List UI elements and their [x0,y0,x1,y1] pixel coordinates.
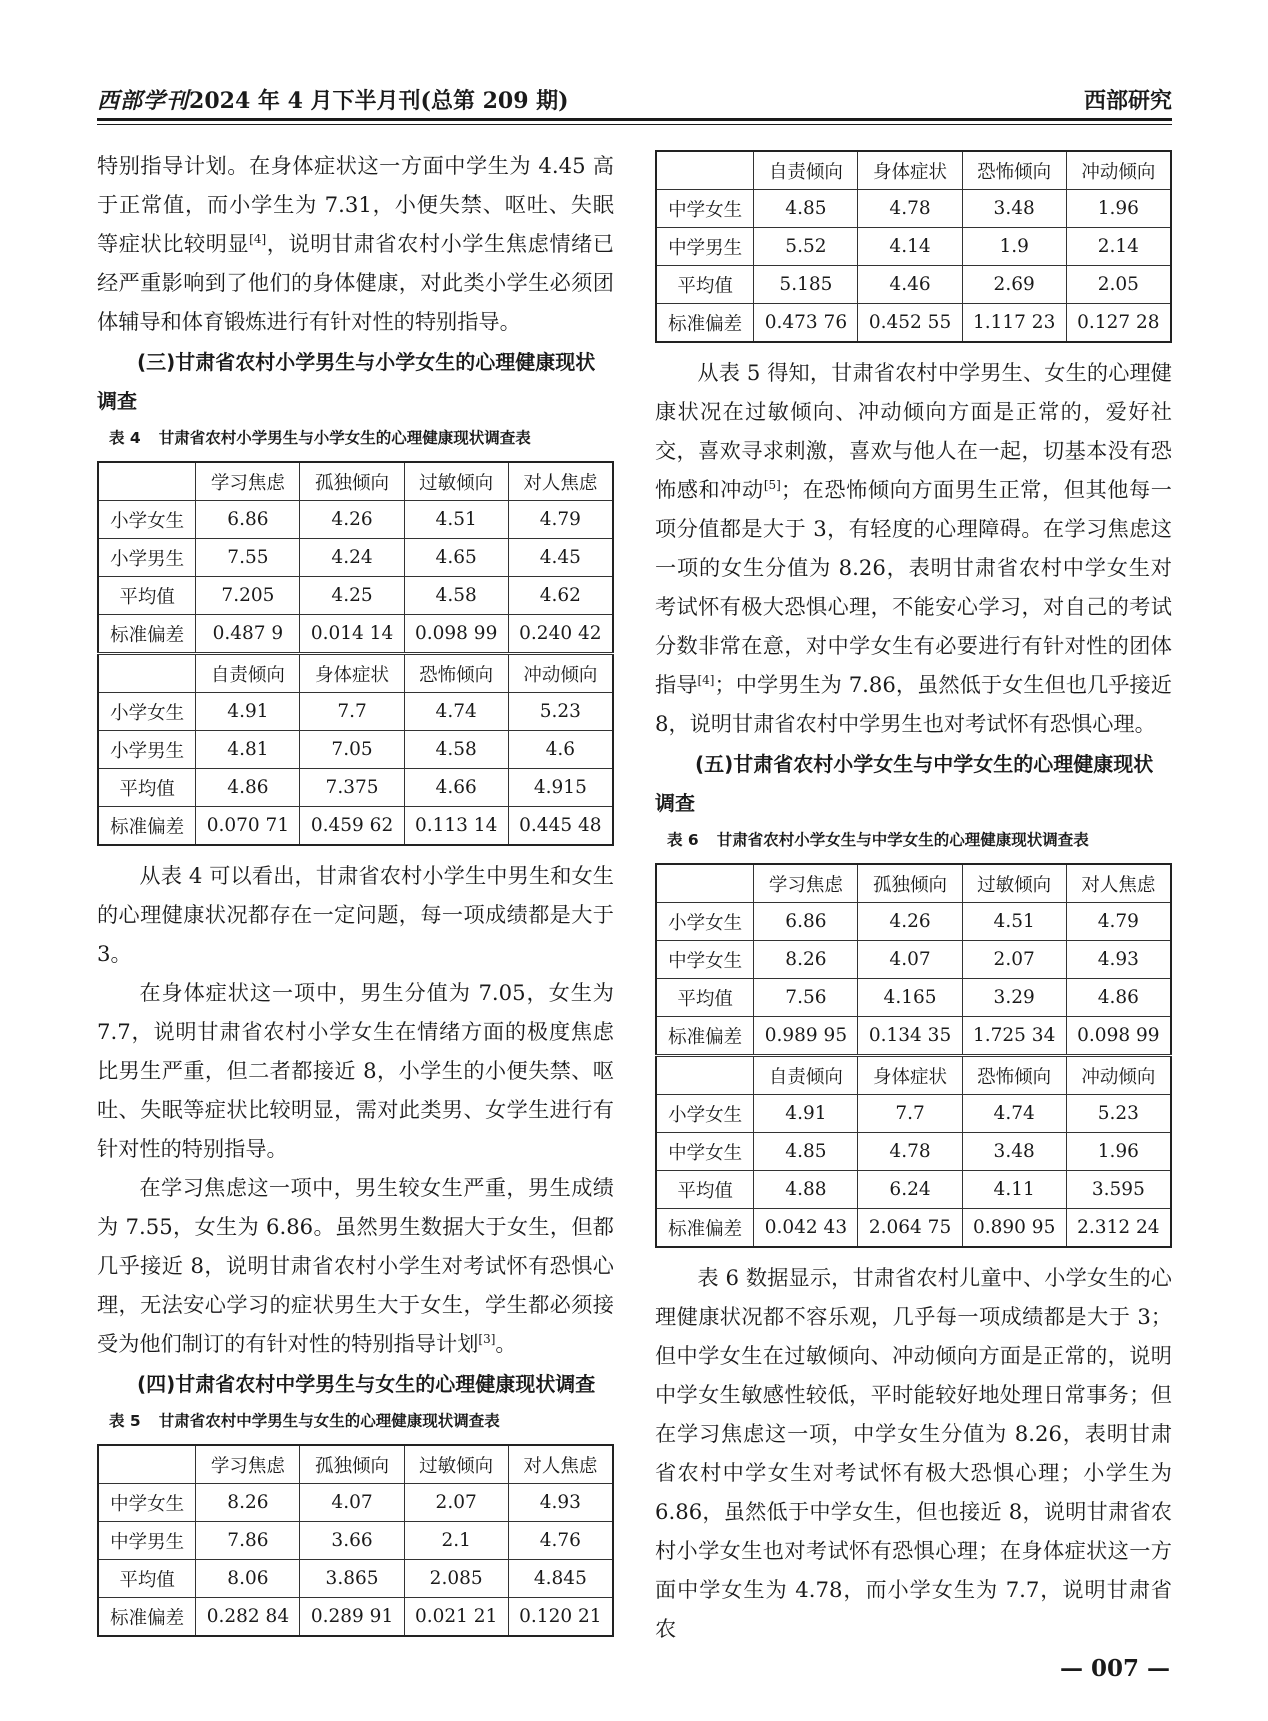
section-heading-4: (四)甘肃省农村中学男生与女生的心理健康现状调查 [137,1372,596,1396]
table-cell [656,151,754,190]
table-cell: 0.459 62 [300,807,404,846]
table-cell: 4.74 [962,1095,1066,1133]
text: ，说明甘肃省农村小学生焦虑情绪已经严重影响到了他们的身体健康，对此类小学生必须团体辅导和体育锻炼进行有针对性的特别指导。 [97,231,614,334]
table-cell: 0.014 14 [300,615,404,654]
table-cell: 2.07 [962,941,1066,979]
section-name: 西部研究 [1083,89,1172,114]
table-cell: 中学男生 [656,228,754,266]
table-cell: 6.24 [858,1171,962,1209]
table-cell: 2.14 [1066,228,1171,266]
paragraph [97,1168,614,1363]
table-header-row [98,1445,613,1484]
table-cell: 4.85 [754,190,858,228]
table-row [98,539,613,577]
table-cell: 4.76 [508,1522,613,1560]
table-cell: 4.58 [404,731,508,769]
table-cell: 4.65 [404,539,508,577]
table-row [98,693,613,731]
table-cell: 标准偏差 [98,615,196,654]
table-row [656,266,1171,304]
table-cell: 中学女生 [98,1484,196,1522]
table-row [656,979,1171,1017]
table-cell: 4.79 [1066,903,1171,941]
table-cell: 对人焦虑 [508,462,613,501]
table-cell: 0.289 91 [300,1598,404,1637]
page-header [97,84,1172,122]
table-cell: 5.52 [754,228,858,266]
table-row [98,1560,613,1598]
table-cell: 4.93 [508,1484,613,1522]
table-cell: 身体症状 [858,151,962,190]
table-row [98,769,613,807]
paragraph: 从表 4 可以看出，甘肃省农村小学生中男生和女生的心理健康状况都存在一定问题，每一项成绩都是大于 3。 [97,863,614,966]
table-cell: 2.064 75 [858,1209,962,1248]
table-cell: 7.86 [196,1522,300,1560]
table-cell: 标准偏差 [656,1017,754,1056]
table-cell: 恐怖倾向 [962,1056,1066,1095]
table-cell: 小学男生 [98,731,196,769]
table-cell: 0.989 95 [754,1017,858,1056]
table-cell: 0.445 48 [508,807,613,846]
table-row [656,228,1171,266]
text: 从表 5 得知，甘肃省农村中学男生、女生的心理健康状况在过敏倾向、冲动倾向方面是正常的，爱好社交，喜欢寻求刺激，喜欢与他人在一起，切基本没有恐怖感和冲动 [655,360,1172,502]
table-cell: 7.7 [300,693,404,731]
section-heading-3: (三)甘肃省农村小学男生与小学女生的心理健康现状调查 [97,350,596,413]
table-cell: 0.134 35 [858,1017,962,1056]
table-row [98,807,613,846]
table-cell: 身体症状 [300,654,404,693]
table-cell: 1.117 23 [962,304,1066,343]
table-row [656,941,1171,979]
table-cell: 0.240 42 [508,615,613,654]
table-cell: 4.86 [1066,979,1171,1017]
table-cell: 4.14 [858,228,962,266]
table-cell: 中学女生 [656,941,754,979]
table-cell: 学习焦虑 [196,462,300,501]
table-cell: 7.05 [300,731,404,769]
table-cell: 4.26 [300,501,404,539]
table-cell: 对人焦虑 [508,1445,613,1484]
table-cell [98,1445,196,1484]
table-cell: 4.85 [754,1133,858,1171]
issue-info: 2024 年 4 月下半月刊(总第 209 期) [189,88,569,114]
table-cell: 平均值 [98,577,196,615]
table-cell: 3.48 [962,190,1066,228]
table-cell: 4.51 [404,501,508,539]
table-cell: 小学男生 [98,539,196,577]
table-cell: 3.595 [1066,1171,1171,1209]
table-cell: 5.185 [754,266,858,304]
citation: [4] [249,231,267,246]
table-cell: 4.62 [508,577,613,615]
table-row [656,1171,1171,1209]
table-cell: 4.86 [196,769,300,807]
citation: [3] [478,1331,496,1346]
table-cell: 2.69 [962,266,1066,304]
table-cell: 过敏倾向 [962,864,1066,903]
table-5-part-2 [655,150,1172,343]
table-cell: 自责倾向 [754,151,858,190]
table-cell: 中学男生 [98,1522,196,1560]
table-row [656,1095,1171,1133]
table-header-row [656,864,1171,903]
table-cell: 2.07 [404,1484,508,1522]
paragraph: 表 6 数据显示，甘肃省农村儿童中、小学女生的心理健康状况都不容乐观，几乎每一项成绩都是大于 3；但中学女生在过敏倾向、冲动倾向方面是正常的，说明中学女生敏感性较低，平时能较好地处理日常事务；但在学习焦虑这一项，中学女生分值为 8.26，表明甘肃省农村中学女生对考试怀有极大恐惧心理；小学生为 6.86，虽然低于中学女生，但也接近 8，说明甘肃省农村小学女生也对考试怀有恐惧心理；在身体症状这一方面中学女生为 4.78，而小学女生为 7.7，说明甘肃省农 [655,1265,1172,1641]
table-cell: 中学女生 [656,1133,754,1171]
table-cell: 4.91 [754,1095,858,1133]
table-cell: 孤独倾向 [300,1445,404,1484]
section-heading-5: (五)甘肃省农村小学女生与中学女生的心理健康现状调查 [655,752,1154,815]
table-5-part-1 [97,1444,614,1637]
table-cell: 4.46 [858,266,962,304]
table-row [98,1598,613,1637]
table-cell: 8.26 [196,1484,300,1522]
table-cell: 4.25 [300,577,404,615]
table-title: 甘肃省农村中学男生与女生的心理健康现状调查表 [158,1412,500,1430]
table-cell: 0.070 71 [196,807,300,846]
table-cell: 2.05 [1066,266,1171,304]
table-cell: 2.312 24 [1066,1209,1171,1248]
citation: [4] [697,672,715,687]
table-row [98,731,613,769]
table-cell: 平均值 [656,266,754,304]
table-cell: 4.26 [858,903,962,941]
table-cell: 0.120 21 [508,1598,613,1637]
paragraph [655,353,1172,743]
table-cell: 4.11 [962,1171,1066,1209]
table-header-row [656,151,1171,190]
table-cell [656,1056,754,1095]
table-cell: 4.81 [196,731,300,769]
table-cell: 学习焦虑 [196,1445,300,1484]
table-cell: 4.79 [508,501,613,539]
table-cell: 4.6 [508,731,613,769]
table-cell: 标准偏差 [98,807,196,846]
table-cell: 2.085 [404,1560,508,1598]
table-6-caption [667,827,1172,853]
header-rule [97,118,1172,121]
table-cell: 0.473 76 [754,304,858,343]
table-cell: 2.1 [404,1522,508,1560]
table-cell: 0.098 99 [1066,1017,1171,1056]
table-title: 甘肃省农村小学男生与小学女生的心理健康现状调查表 [158,429,531,447]
table-cell: 4.24 [300,539,404,577]
text: 在学习焦虑这一项中，男生较女生严重，男生成绩为 7.55，女生为 6.86。虽然男生数据大于女生，但都几乎接近 8，说明甘肃省农村小学生对考试怀有恐惧心理，无法安心学习的症状男生大于女生，学生都必须接受为他们制订的有针对性的特别指导计划 [97,1175,614,1356]
table-cell: 平均值 [98,769,196,807]
journal-issue [97,84,569,115]
table-cell: 4.88 [754,1171,858,1209]
table-row [656,903,1171,941]
text: 特别指导计划。在身体症状这一方面中学生为 4.45 高于正常值，而小学生为 7.31，小便失禁、呕吐、失眠等症状比较明显 [97,153,614,256]
right-column [655,150,1172,1648]
table-cell: 0.098 99 [404,615,508,654]
table-header-row [656,1056,1171,1095]
table-cell: 6.86 [196,501,300,539]
table-cell: 0.890 95 [962,1209,1066,1248]
table-cell: 4.07 [300,1484,404,1522]
table-cell: 1.96 [1066,1133,1171,1171]
table-cell: 孤独倾向 [300,462,404,501]
paragraph: 在身体症状这一项中，男生分值为 7.05，女生为 7.7，说明甘肃省农村小学女生在情绪方面的极度焦虑比男生严重，但二者都接近 8，小学生的小便失禁、呕吐、失眠等症状比较明显，需对此类男、女学生进行有针对性的特别指导。 [97,980,614,1161]
table-cell: 小学女生 [98,693,196,731]
table-cell [98,462,196,501]
table-cell: 对人焦虑 [1066,864,1171,903]
table-cell: 7.56 [754,979,858,1017]
table-cell: 1.725 34 [962,1017,1066,1056]
table-cell: 自责倾向 [196,654,300,693]
table-row [98,501,613,539]
citation: [5] [763,477,781,492]
header-rule-thin [97,124,1172,125]
table-row [98,615,613,654]
table-header-row [98,462,613,501]
table-cell: 4.66 [404,769,508,807]
table-header-row [98,654,613,693]
table-cell: 小学女生 [656,903,754,941]
table-cell: 4.78 [858,190,962,228]
table-cell: 4.58 [404,577,508,615]
table-cell: 3.865 [300,1560,404,1598]
table-4-caption [109,425,614,451]
table-cell: 6.86 [754,903,858,941]
table-cell: 恐怖倾向 [962,151,1066,190]
table-cell: 冲动倾向 [508,654,613,693]
table-row [656,1209,1171,1248]
table-cell: 中学女生 [656,190,754,228]
table-row [656,190,1171,228]
table-number: 表 4 [109,429,141,447]
table-cell: 7.7 [858,1095,962,1133]
table-cell: 平均值 [656,979,754,1017]
table-cell: 过敏倾向 [404,462,508,501]
table-4 [97,461,614,846]
table-cell: 0.487 9 [196,615,300,654]
table-cell: 平均值 [656,1171,754,1209]
table-cell: 7.205 [196,577,300,615]
text: ；在恐怖倾向方面男生正常，但其他每一项分值都是大于 3，有轻度的心理障碍。在学习焦虑这一项的女生分值为 8.26，表明甘肃省农村中学女生对考试怀有极大恐惧心理，不能安心学习，对自己的考试分数非常在意，对中学女生有必要进行有针对性的团体指导 [655,477,1172,697]
journal-name: 西部学刊 [97,88,190,114]
table-cell [656,864,754,903]
table-6 [655,863,1172,1248]
table-cell: 7.55 [196,539,300,577]
table-cell: 4.91 [196,693,300,731]
text: ；中学男生为 7.86，虽然低于女生但也几乎接近 8，说明甘肃省农村中学男生也对考试怀有恐惧心理。 [655,672,1172,736]
table-number: 表 5 [109,1412,141,1430]
table-cell: 5.23 [1066,1095,1171,1133]
table-cell: 4.07 [858,941,962,979]
table-cell: 4.74 [404,693,508,731]
table-cell: 3.66 [300,1522,404,1560]
table-cell: 0.021 21 [404,1598,508,1637]
table-number: 表 6 [667,831,699,849]
table-cell: 0.127 28 [1066,304,1171,343]
table-cell: 0.452 55 [858,304,962,343]
table-title: 甘肃省农村小学女生与中学女生的心理健康现状调查表 [716,831,1089,849]
text: 。 [495,1331,517,1356]
table-cell: 自责倾向 [754,1056,858,1095]
table-cell: 标准偏差 [656,304,754,343]
left-column [97,146,614,1637]
table-cell: 4.845 [508,1560,613,1598]
table-cell: 1.96 [1066,190,1171,228]
table-cell: 1.9 [962,228,1066,266]
table-cell: 4.915 [508,769,613,807]
table-cell: 7.375 [300,769,404,807]
table-cell: 学习焦虑 [754,864,858,903]
table-cell: 身体症状 [858,1056,962,1095]
table-cell: 4.45 [508,539,613,577]
table-cell: 平均值 [98,1560,196,1598]
table-cell: 标准偏差 [656,1209,754,1248]
table-cell: 4.93 [1066,941,1171,979]
table-cell: 孤独倾向 [858,864,962,903]
table-cell: 8.26 [754,941,858,979]
table-cell: 冲动倾向 [1066,151,1171,190]
table-cell: 5.23 [508,693,613,731]
page-number: — 007 — [1060,1655,1171,1682]
table-cell: 0.282 84 [196,1598,300,1637]
table-row [656,304,1171,343]
table-cell [98,654,196,693]
table-cell: 0.042 43 [754,1209,858,1248]
table-row [98,577,613,615]
table-cell: 冲动倾向 [1066,1056,1171,1095]
table-5-caption [109,1408,614,1434]
paragraph [97,146,614,341]
table-row [656,1133,1171,1171]
table-cell: 标准偏差 [98,1598,196,1637]
table-cell: 4.165 [858,979,962,1017]
table-cell: 4.78 [858,1133,962,1171]
table-cell: 8.06 [196,1560,300,1598]
table-cell: 0.113 14 [404,807,508,846]
table-cell: 恐怖倾向 [404,654,508,693]
table-cell: 3.29 [962,979,1066,1017]
table-cell: 小学女生 [656,1095,754,1133]
table-row [656,1017,1171,1056]
table-row [98,1522,613,1560]
table-cell: 小学女生 [98,501,196,539]
table-cell: 过敏倾向 [404,1445,508,1484]
table-row [98,1484,613,1522]
table-cell: 4.51 [962,903,1066,941]
table-cell: 3.48 [962,1133,1066,1171]
